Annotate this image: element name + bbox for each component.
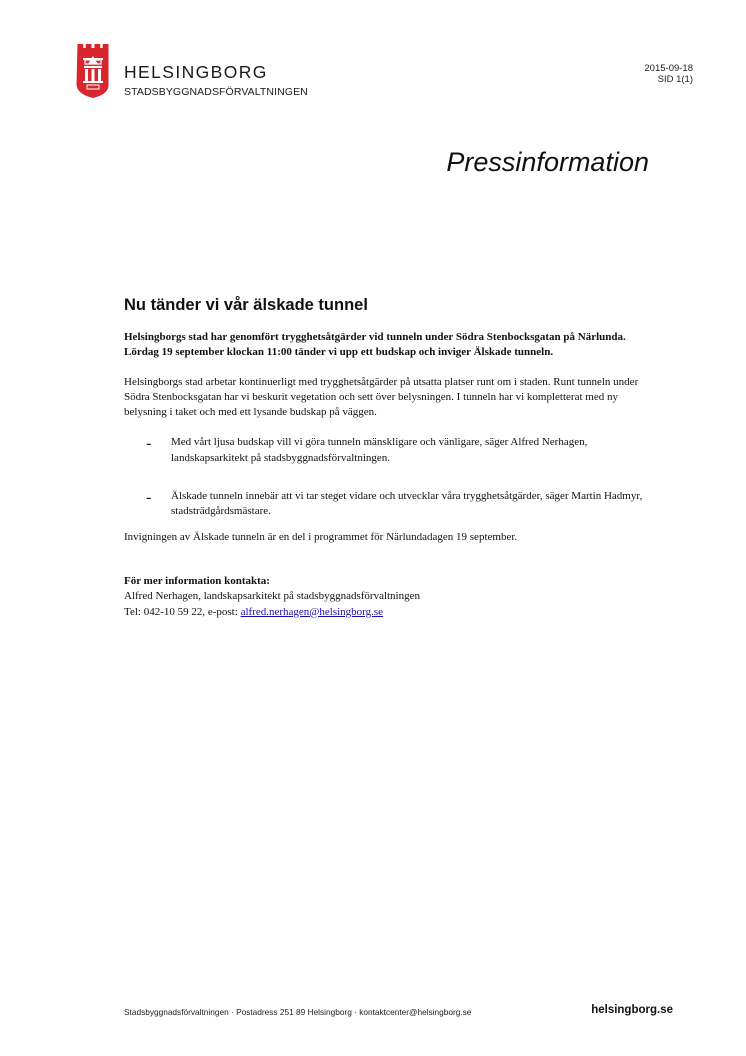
helsingborg-logo	[76, 44, 110, 98]
quote-text: Älskade tunneln innebär att vi tar steget vidare och utvecklar våra trygghetsåtgärder, säger Martin Hadmyr, stadsträdgårdsmästare.	[171, 490, 643, 518]
list-dash: -	[146, 489, 152, 507]
article-body	[124, 296, 654, 620]
contact-heading: För mer information kontakta:	[124, 574, 270, 587]
contact-phone: Tel: 042-10 59 22, e-post:	[124, 605, 241, 618]
document-date: 2015-09-18	[644, 63, 693, 74]
contact-email-link[interactable]: alfred.nerhagen@helsingborg.se	[240, 605, 384, 618]
footer-website: helsingborg.se	[591, 1004, 673, 1016]
article-lead: Helsingborgs stad har genomfört trygghetsåtgärder vid tunneln under Södra Stenbocksgatan på Närlunda. Lördag 19 september klockan 11:00 tänder vi upp ett budskap och inviger Älskade tunneln.	[124, 331, 626, 359]
article-headline: Nu tänder vi vår älskade tunnel	[124, 296, 368, 314]
quote-item	[124, 489, 654, 520]
list-dash: -	[146, 435, 152, 453]
quote-item	[124, 435, 654, 466]
contact-block	[124, 574, 654, 620]
article-paragraph-1: Helsingborgs stad arbetar kontinuerligt med trygghetsåtgärder på utsatta platser runt om i staden. Runt tunneln under Södra Stenbocksgatan har vi beskurit vegetation och sett över belysningen. I tunneln har vi kompletterat med ny belysning i taket och med ett lysande budskap på väggen.	[124, 375, 639, 419]
page-number: SID 1(1)	[657, 74, 693, 85]
quote-text: Med vårt ljusa budskap vill vi göra tunneln mänskligare och vänligare, säger Alfred Nerhagen, landskapsarkitekt på stadsbyggnadsförvaltningen.	[171, 436, 588, 464]
department-name: STADSBYGGNADSFÖRVALTNINGEN	[124, 86, 308, 98]
footer-address: Stadsbyggnadsförvaltningen · Postadress 251 89 Helsingborg · kontaktcenter@helsingborg.se	[124, 1007, 472, 1017]
document-meta	[644, 63, 693, 85]
contact-name: Alfred Nerhagen, landskapsarkitekt på stadsbyggnadsförvaltningen	[124, 590, 420, 603]
contact-phone-line	[124, 605, 654, 620]
document-type-title: Pressinformation	[446, 147, 649, 177]
org-name: HELSINGBORG	[124, 62, 268, 82]
article-paragraph-2: Invigningen av Älskade tunneln är en del i programmet för Närlundadagen 19 september.	[124, 530, 518, 543]
